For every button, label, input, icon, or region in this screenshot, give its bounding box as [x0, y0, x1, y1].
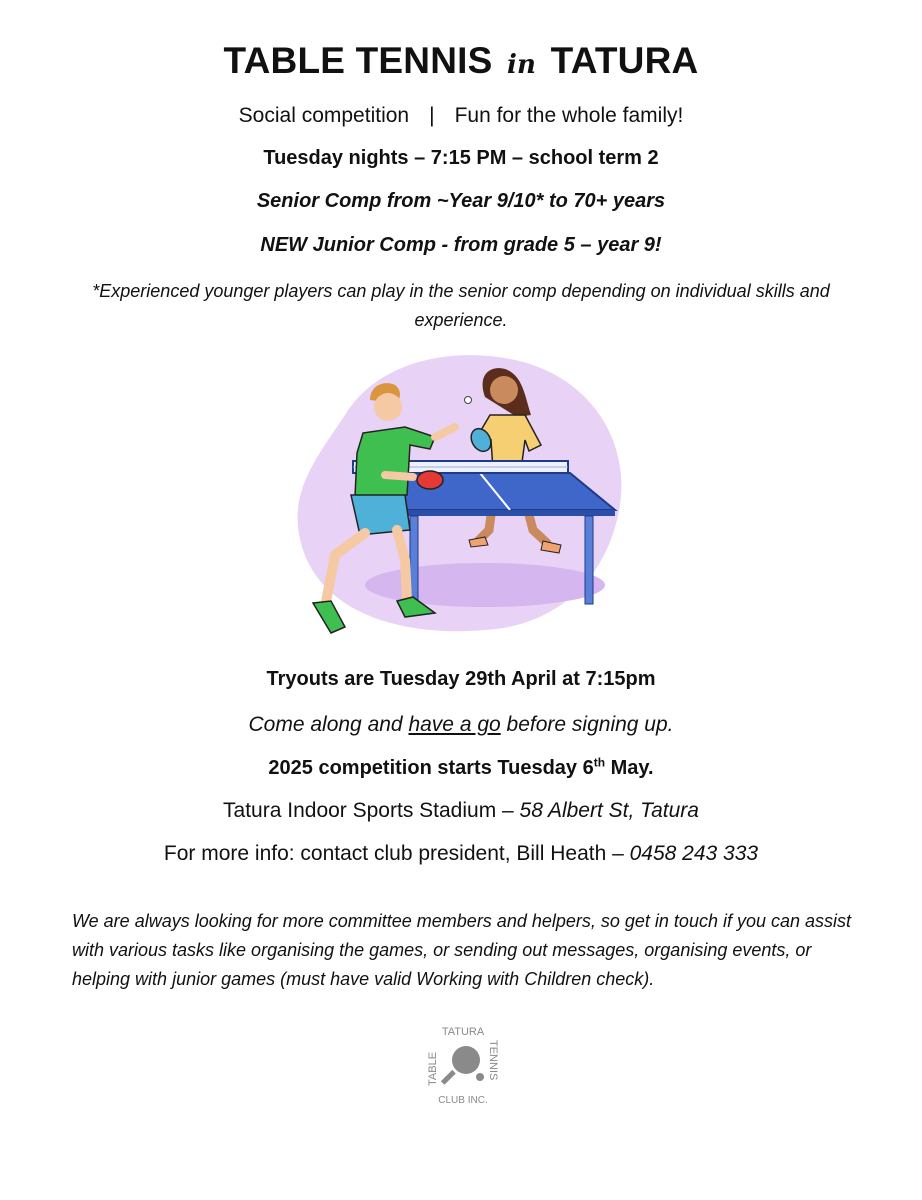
subtitle-right: Fun for the whole family! — [454, 104, 684, 127]
contact-phone: 0458 243 333 — [629, 842, 759, 865]
poster-title — [0, 40, 922, 82]
schedule-line: Tuesday nights – 7:15 PM – school term 2 — [263, 147, 659, 169]
contact-line — [0, 842, 922, 866]
ball-icon — [476, 1073, 484, 1081]
have-a-go-text: have a go — [408, 713, 501, 736]
title-in: in — [506, 50, 537, 80]
logo-right-text: TENNIS — [487, 1040, 499, 1081]
competition-start-line — [0, 757, 922, 780]
subtitle — [0, 104, 922, 128]
subtitle-separator: | — [429, 104, 435, 127]
logo-bottom-text: CLUB INC. — [438, 1095, 488, 1106]
paddle-icon — [452, 1046, 480, 1074]
venue-name: Tatura Indoor Sports Stadium – — [223, 799, 520, 822]
senior-comp-line: Senior Comp from ~Year 9/10* to 70+ years — [256, 190, 666, 212]
start-pre: 2025 competition starts Tuesday 6 — [268, 757, 594, 779]
start-post: May. — [605, 757, 654, 779]
venue-line — [0, 799, 922, 823]
come-along-pre: Come along and — [248, 713, 409, 736]
logo-left-text: TABLE — [427, 1051, 439, 1086]
contact-text: For more info: contact club president, Bill Heath – — [163, 842, 630, 865]
junior-comp-line: NEW Junior Comp - from grade 5 – year 9! — [260, 234, 662, 256]
eligibility-footnote: *Experienced younger players can play in the senior comp depending on individual skills and experience. — [92, 281, 830, 330]
subtitle-left: Social competition — [238, 104, 410, 127]
start-suffix: th — [593, 755, 606, 770]
come-along-post: before signing up. — [500, 713, 674, 736]
come-along-line — [0, 713, 922, 737]
club-logo — [418, 1022, 508, 1107]
table-tennis-illustration — [285, 345, 645, 640]
logo-top-text: TATURA — [441, 1026, 485, 1038]
title-right: TATURA — [550, 40, 699, 81]
title-left: TABLE TENNIS — [223, 40, 493, 81]
volunteer-paragraph: We are always looking for more committee members and helpers, so get in touch if you can assist with various tasks like organising the games, or sending out messages, organising events, or helping with junior games (must have valid Working with Children check). — [72, 911, 852, 989]
venue-address: 58 Albert St, Tatura — [519, 799, 699, 822]
tryouts-line: Tryouts are Tuesday 29th April at 7:15pm — [266, 668, 656, 690]
